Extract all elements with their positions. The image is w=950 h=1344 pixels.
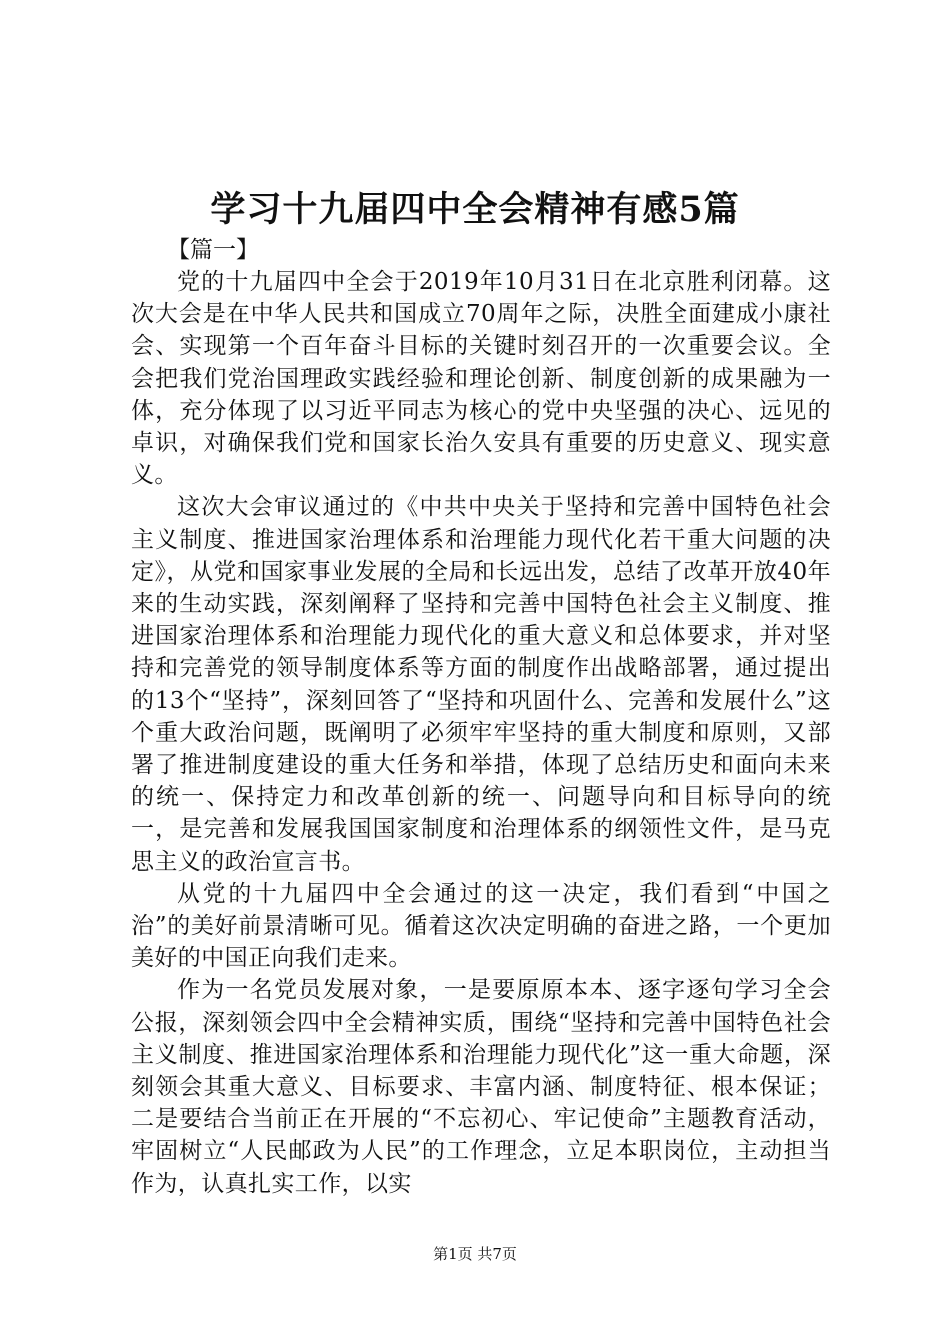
paragraph-3: 从党的十九届四中全会通过的这一决定，我们看到“中国之治”的美好前景清晰可见。循着这次决定明确的奋进之路，一个更加美好的中国正向我们走来。 [131,880,831,972]
paragraph-2: 这次大会审议通过的《中共中央关于坚持和完善中国特色社会主义制度、推进国家治理体系和治理能力现代化若干重大问题的决定》，从党和国家事业发展的全局和长远出发，总结了改革开放40年来的生动实践，深刻阐释了坚持和完善中国特色社会主义制度、推进国家治理体系和治理能力现代化的重大意义和总体要求，并对坚持和完善党的领导制度体系等方面的制度作出战略部署，通过提出的13个“坚持”，深刻回答了“坚持和巩固什么、完善和发展什么”这个重大政治问题，既阐明了必须牢牢坚持的重大制度和原则，又部署了推进制度建设的重大任务和举措，体现了总结历史和面向未来的统一、保持定力和改革创新的统一、问题导向和目标导向的统一，是完善和发展我国国家制度和治理体系的纲领性文件，是马克思主义的政治宣言书。 [131,494,831,875]
document-title: 学习十九届四中全会精神有感5篇 [210,189,740,230]
paragraph-4: 作为一名党员发展对象，一是要原原本本、逐字逐句学习全会公报，深刻领会四中全会精神实质，围绕“坚持和完善中国特色社会主义制度、推进国家治理体系和治理能力现代化”这一重大命题，深刻领会其重大意义、目标要求、丰富内涵、制度特征、根本保证；二是要结合当前正在开展的“不忘初心、牢记使命”主题教育活动，牢固树立“人民邮政为人民”的工作理念，立足本职岗位，主动担当作为，认真扎实工作，以实 [131,977,831,1197]
paragraph-1: 党的十九届四中全会于2019年10月31日在北京胜利闭幕。这次大会是在中华人民共和国成立70周年之际，决胜全面建成小康社会、实现第一个百年奋斗目标的关键时刻召开的一次重要会议。全会把我们党治国理政实践经验和理论创新、制度创新的成果融为一体，充分体现了以习近平同志为核心的党中央坚强的决心、远见的卓识，对确保我们党和国家长治久安具有重要的历史意义、现实意义。 [131,269,831,489]
document-body [131,234,831,1200]
section-heading: 【篇一】 [167,237,259,263]
page-number-indicator: 第1页 共7页 [433,1245,517,1263]
page-footer [0,1244,950,1264]
